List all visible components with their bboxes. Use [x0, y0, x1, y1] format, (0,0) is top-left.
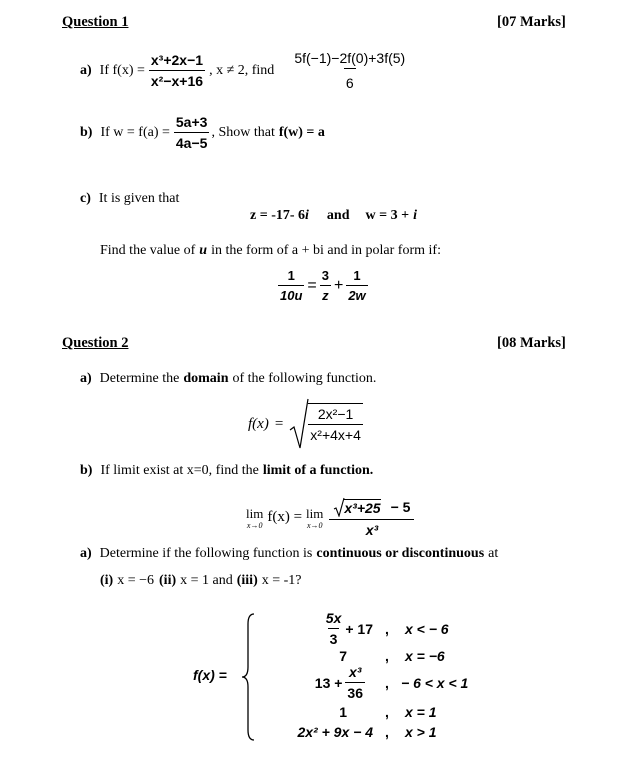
q2b-limit-expression — [246, 497, 412, 538]
q2c-lhs: f(x) = — [193, 667, 227, 683]
q1c-definitions — [250, 208, 417, 224]
q1a-numerator: x³+2x−1 — [150, 52, 204, 68]
question-1-title: Question 1 — [62, 14, 129, 30]
q2c-piece-2-comma: , — [385, 648, 389, 664]
q2c-piece-5-cond: x > 1 — [405, 724, 437, 740]
question-2-title: Question 2 — [62, 335, 129, 351]
q1c-equation — [278, 268, 368, 303]
q2a-bold: domain — [183, 371, 229, 386]
q2c-point-a: x = −6 — [117, 573, 155, 588]
q1c-find-post: in the form of a + bi and in polar form if: — [211, 243, 441, 258]
q2c-piece-1-comma: , — [385, 620, 389, 637]
q1-part-c — [80, 191, 179, 207]
q2c-piece-4 — [255, 704, 437, 720]
q2c-point-c: x = -1? — [261, 573, 302, 588]
q2c-piece-3-cond: − 6 < x < 1 — [401, 674, 469, 691]
q2c-piece-3-num: x³ — [348, 664, 362, 680]
q2c-bold: continuous or discontinuous — [316, 546, 485, 561]
q2c-piece-1-cond: x < − 6 — [405, 620, 449, 637]
q2c-piece-4-expr — [255, 704, 373, 720]
question-1-marks: [07 Marks] — [497, 14, 566, 30]
q2-part-c — [80, 546, 498, 562]
q2a-label: a) — [80, 371, 92, 386]
q2a-function — [248, 398, 363, 450]
q1-part-a — [80, 50, 407, 91]
q2b-denominator: x³ — [329, 519, 414, 538]
q2c-piece-4-value: 1 — [339, 704, 347, 720]
q2c-label: a) — [80, 546, 92, 561]
q2c-piece-1 — [255, 610, 449, 647]
q2b-lim-right — [306, 506, 323, 530]
q1c-eq-equals: = — [307, 276, 317, 294]
q1c-eq-frac2-den: z — [320, 285, 331, 303]
q2c-point-b: x = 1 and — [180, 573, 233, 588]
q2c-piece-3-fraction — [345, 664, 365, 701]
q1a-fraction — [149, 52, 205, 89]
q2c-piece-3-expr — [255, 664, 373, 701]
q2b-fx: f(x) = — [267, 509, 303, 525]
q1c-eq-frac2 — [320, 268, 331, 303]
q1b-fraction — [174, 114, 210, 151]
q2b-fraction — [331, 497, 412, 538]
q1a-prefix: If f(x) = — [99, 62, 145, 78]
q2c-points-line — [100, 573, 302, 589]
q1c-intro: It is given that — [98, 191, 180, 206]
q2a-post: of the following function. — [232, 371, 377, 386]
q1a-target-fraction — [292, 50, 407, 91]
q2b-label: b) — [80, 463, 93, 478]
q2c-piece-5-expr — [255, 724, 373, 740]
q1c-eq-frac3-num: 1 — [353, 268, 361, 283]
q2c-i: (i) — [100, 573, 114, 588]
q1c-z-def: z = -17- 6 — [250, 208, 306, 223]
q2-part-b — [80, 463, 373, 479]
q2c-piece-2-value: 7 — [339, 648, 347, 664]
q2a-denominator: x²+4x+4 — [308, 424, 363, 443]
q2c-piece-3 — [255, 664, 468, 701]
q1c-eq-frac3 — [346, 268, 367, 303]
q2c-piece-4-cond: x = 1 — [405, 704, 437, 720]
q2c-piece-5-comma: , — [385, 724, 389, 740]
q2c-iii: (iii) — [236, 573, 258, 588]
q1c-eq-frac2-num: 3 — [321, 268, 329, 283]
q1c-eq-frac1 — [278, 268, 304, 303]
q1a-target-denominator: 6 — [344, 68, 356, 91]
q1a-label: a) — [80, 62, 92, 78]
q1b-denominator: 4a−5 — [174, 132, 210, 151]
q1b-mid: , Show that — [211, 124, 275, 140]
q2b-lim-right-sub: x→0 — [306, 520, 323, 530]
q2c-piece-1-rest: + 17 — [345, 620, 373, 637]
q2a-lhs: f(x) — [248, 415, 269, 432]
q1b-prefix: If w = f(a) = — [100, 124, 170, 140]
q1c-eq-frac3-den: 2w — [346, 285, 367, 303]
q1c-label: c) — [80, 191, 91, 206]
q2b-pre: If limit exist at x=0, find the — [100, 463, 259, 478]
q2b-lim-left — [246, 506, 263, 530]
q2b-lim-right-word: lim — [306, 505, 324, 521]
q1c-find-line — [100, 243, 441, 259]
q2a-fraction — [308, 403, 363, 443]
q1a-target-numerator: 5f(−1)−2f(0)+3f(5) — [294, 50, 406, 66]
q2c-post: at — [488, 546, 499, 561]
q1c-eq-plus: + — [333, 276, 344, 294]
q2a-pre: Determine the — [99, 371, 180, 386]
q1c-and: and — [326, 208, 350, 223]
q2c-piece-1-fraction — [324, 610, 344, 647]
q2c-piece-1-expr — [255, 610, 373, 647]
q2c-piece-4-comma: , — [385, 704, 389, 720]
q2a-equals: = — [274, 415, 284, 432]
q2b-lim-left-sub: x→0 — [246, 520, 263, 530]
q2c-piece-1-den: 3 — [328, 628, 340, 647]
q1c-w-def: w = 3 + — [365, 208, 410, 223]
q2b-lim-left-word: lim — [246, 505, 264, 521]
q1a-denominator: x²−x+16 — [149, 70, 205, 89]
q1c-find-u: u — [199, 243, 208, 258]
q2c-piece-2-cond: x = −6 — [405, 648, 445, 664]
q2c-piece-3-den: 36 — [345, 682, 365, 701]
q1c-w-i: i — [413, 208, 417, 223]
q1b-label: b) — [80, 124, 93, 140]
q2c-pre: Determine if the following function is — [99, 546, 313, 561]
q1c-eq-frac1-den: 10u — [278, 285, 304, 303]
q2c-piece-5-value: 2x² + 9x − 4 — [297, 724, 373, 740]
q1b-show: f(w) = a — [278, 124, 325, 140]
q2b-root-content: x³+25 — [344, 499, 381, 516]
q2b-numerator — [331, 497, 412, 519]
q2c-piece-2 — [255, 648, 445, 664]
question-2-marks: [08 Marks] — [497, 335, 566, 351]
q2c-piece-1-num: 5x — [325, 610, 342, 626]
q1-part-b — [80, 114, 325, 151]
q2c-ii: (ii) — [159, 573, 177, 588]
q1c-z-i: i — [305, 208, 309, 223]
square-root-icon — [289, 398, 309, 450]
q1c-find-pre: Find the value of — [100, 243, 196, 258]
q2a-numerator: 2x²−1 — [317, 406, 354, 422]
q1c-eq-frac1-num: 1 — [287, 268, 295, 283]
q2-part-a — [80, 371, 376, 387]
q1a-condition: , x ≠ 2, find — [209, 62, 275, 78]
q2b-bold: limit of a function. — [262, 463, 374, 478]
q2c-piece-2-expr — [255, 648, 373, 664]
left-brace-icon — [240, 612, 256, 742]
q2c-piece-3-comma: , — [385, 674, 389, 691]
q2c-piece-5 — [255, 724, 437, 740]
q2b-num-rest: − 5 — [390, 499, 411, 515]
q1b-numerator: 5a+3 — [175, 114, 208, 130]
q2c-piece-3-pre: 13 + — [314, 674, 343, 691]
